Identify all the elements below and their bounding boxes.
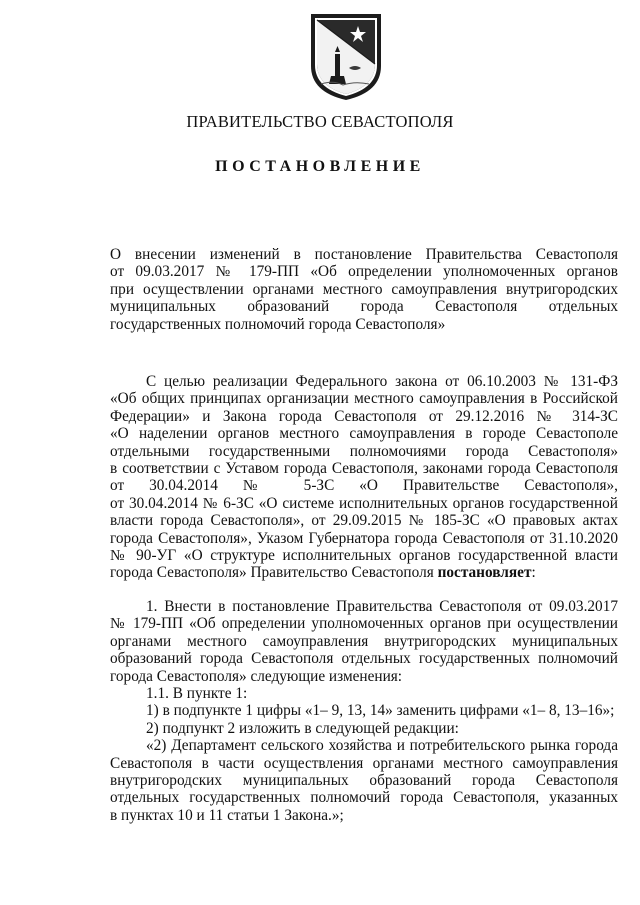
body-line: города Севастополя» следующие изменения: [110,667,403,685]
preamble-line: № 90-УГ «О структуре исполнительных органов государственной власти [110,547,618,565]
body-line: органами местного самоуправления внутригородских муниципальных [110,632,618,650]
body-line: образований города Севастополя отдельных государственных полномочий [110,650,618,668]
preamble-line: власти города Севастополя», от 29.09.2015 № 185-ЗС «О правовых актах [110,512,618,530]
preamble-paragraph [110,373,618,582]
preamble-line: «Об общих принципах организации местного самоуправления в Российской [110,390,618,408]
subject-line: муниципальных образований города Севастополя отдельных [110,298,618,316]
body-line: внутригородских муниципальных образований города Севастополя [110,772,618,790]
preamble-line: от 30.04.2014 № 6-ЗС «О системе исполнительных органов государственной [110,494,618,512]
preamble-line: Федерации» и Закона города Севастополя от 29.12.2016 № 314-ЗС [110,407,618,425]
preamble-last-line [110,564,618,581]
body-line: Севастополя в части осуществления органами местного самоуправления [110,754,618,772]
preamble-line: С целью реализации Федерального закона от 06.10.2003 № 131-ФЗ [146,373,618,390]
preamble-line: от 30.04.2014 № 5-ЗС «О Правительстве Севастополя», [110,477,618,495]
organization-title: ПРАВИТЕЛЬСТВО СЕВАСТОПОЛЯ [186,112,454,131]
sevastopol-coat-of-arms-emblem [303,8,389,102]
resolution-body [110,598,618,824]
body-line: отдельных государственных полномочий города Севастополя, указанных [110,789,618,807]
preamble-line: города Севастополя», Указом Губернатора города Севастополя от 31.10.2020 [110,529,618,547]
body-line: 1.1. В пункте 1: [146,685,248,703]
preamble-line: «О наделении органов местного самоуправления в городе Севастополе [110,425,618,443]
resolve-keyword: постановляет [437,564,532,582]
body-line: № 179-ПП «Об определении уполномоченных органов при осуществлении [110,615,618,633]
subject-line: при осуществлении органами местного самоуправления внутригородских [110,280,618,298]
body-line: в пунктах 10 и 11 статьи 1 Закона.»; [110,806,344,824]
body-line: 1. Внести в постановление Правительства Севастополя от 09.03.2017 [146,598,618,615]
preamble-line: в соответствии с Уставом города Севастополя, законами города Севастополя [110,460,618,478]
preamble-last-tail: : [531,564,536,582]
document-subject [110,246,618,333]
preamble-line: отдельными государственными полномочиями города Севастополя» [110,442,618,460]
body-line: «2) Департамент сельского хозяйства и потребительского рынка города [146,737,618,755]
body-line: 1) в подпункте 1 цифры «1– 9, 13, 14» заменить цифрами «1– 8, 13–16»; [146,702,615,720]
subject-line: О внесении изменений в постановление Правительства Севастополя [110,246,618,263]
body-line: 2) подпункт 2 изложить в следующей редакции: [146,719,459,737]
document-type-title: ПОСТАНОВЛЕНИЕ [215,158,425,175]
subject-line: государственных полномочий города Севастополя» [110,315,446,333]
subject-line: от 09.03.2017 № 179-ПП «Об определении уполномоченных органов [110,263,618,281]
preamble-last-text: города Севастополя» Правительство Севастополя [110,564,438,582]
